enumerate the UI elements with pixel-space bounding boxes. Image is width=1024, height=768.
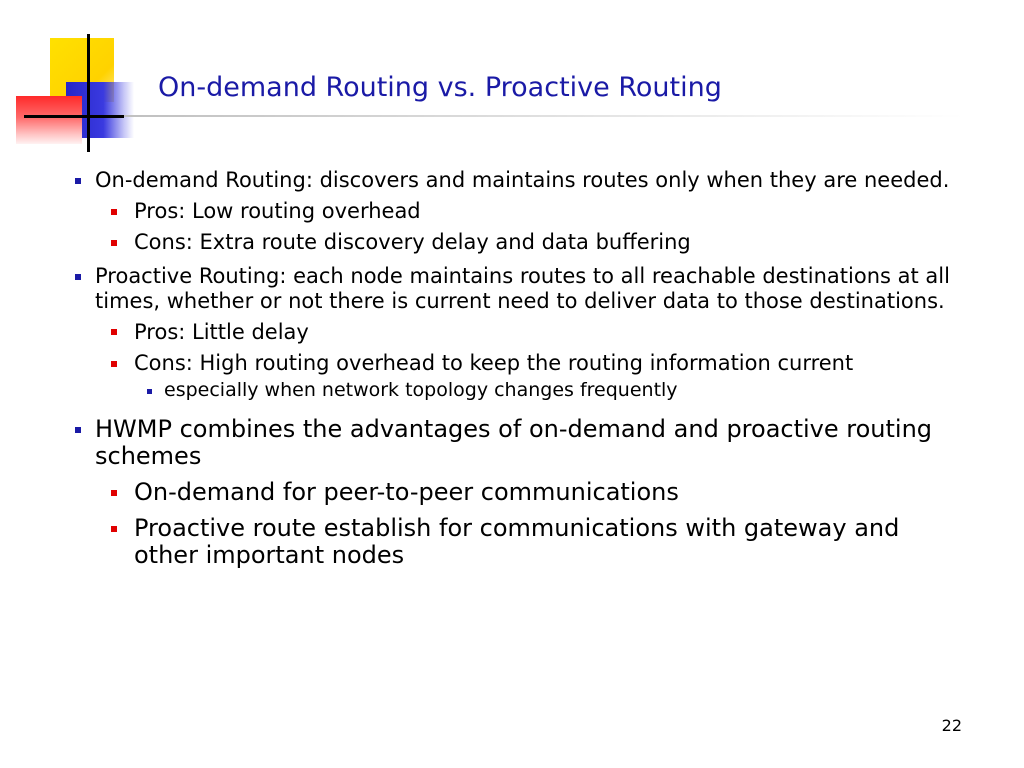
- square-bullet-icon: [111, 209, 117, 215]
- square-bullet-icon: [111, 329, 117, 335]
- bullet-proactive-pros: [72, 320, 952, 344]
- bullet-text: Proactive Routing: each node maintains routes to all reachable destinations at all times, whether or not there is current need to deliver data to those destinations.: [95, 264, 950, 313]
- bullet-text: HWMP combines the advantages of on-demand and proactive routing schemes: [95, 414, 933, 471]
- bullet-on-demand: [72, 168, 952, 192]
- bullet-text: especially when network topology changes frequently: [164, 378, 678, 401]
- logo-red-square: [16, 96, 82, 144]
- bullet-hwmp-proactive: [72, 515, 952, 570]
- bullet-text: Pros: Low routing overhead: [134, 199, 421, 224]
- bullet-text: Cons: High routing overhead to keep the routing information current: [134, 350, 854, 375]
- bullet-on-demand-pros: [72, 199, 952, 223]
- bullet-text: On-demand for peer-to-peer communications: [134, 478, 679, 507]
- slide-title: On-demand Routing vs. Proactive Routing: [158, 72, 722, 103]
- page-number: 22: [941, 716, 962, 735]
- title-underline: [124, 115, 964, 117]
- bullet-proactive-cons: [72, 351, 952, 375]
- logo-vertical-line: [87, 34, 90, 152]
- bullet-text: Cons: Extra route discovery delay and data buffering: [134, 230, 691, 255]
- bullet-hwmp: [72, 416, 952, 471]
- square-bullet-icon: [111, 490, 117, 496]
- bullet-text: Proactive route establish for communications with gateway and other important nodes: [134, 513, 900, 570]
- square-bullet-icon: [75, 274, 81, 280]
- square-bullet-icon: [75, 427, 81, 433]
- bullet-on-demand-cons: [72, 230, 952, 254]
- square-bullet-icon: [111, 361, 117, 367]
- bullet-proactive: [72, 264, 952, 312]
- square-bullet-icon: [111, 526, 117, 532]
- bullet-text: Pros: Little delay: [134, 319, 309, 344]
- bullet-text: On-demand Routing: discovers and maintains routes only when they are needed.: [95, 168, 950, 192]
- square-bullet-icon: [111, 240, 117, 246]
- logo-horizontal-line: [24, 115, 124, 118]
- bullet-hwmp-on-demand: [72, 479, 952, 507]
- bullet-proactive-cons-detail: [72, 380, 952, 402]
- square-bullet-icon: [75, 178, 81, 184]
- slide-body: [72, 168, 952, 570]
- square-bullet-icon: [147, 389, 152, 394]
